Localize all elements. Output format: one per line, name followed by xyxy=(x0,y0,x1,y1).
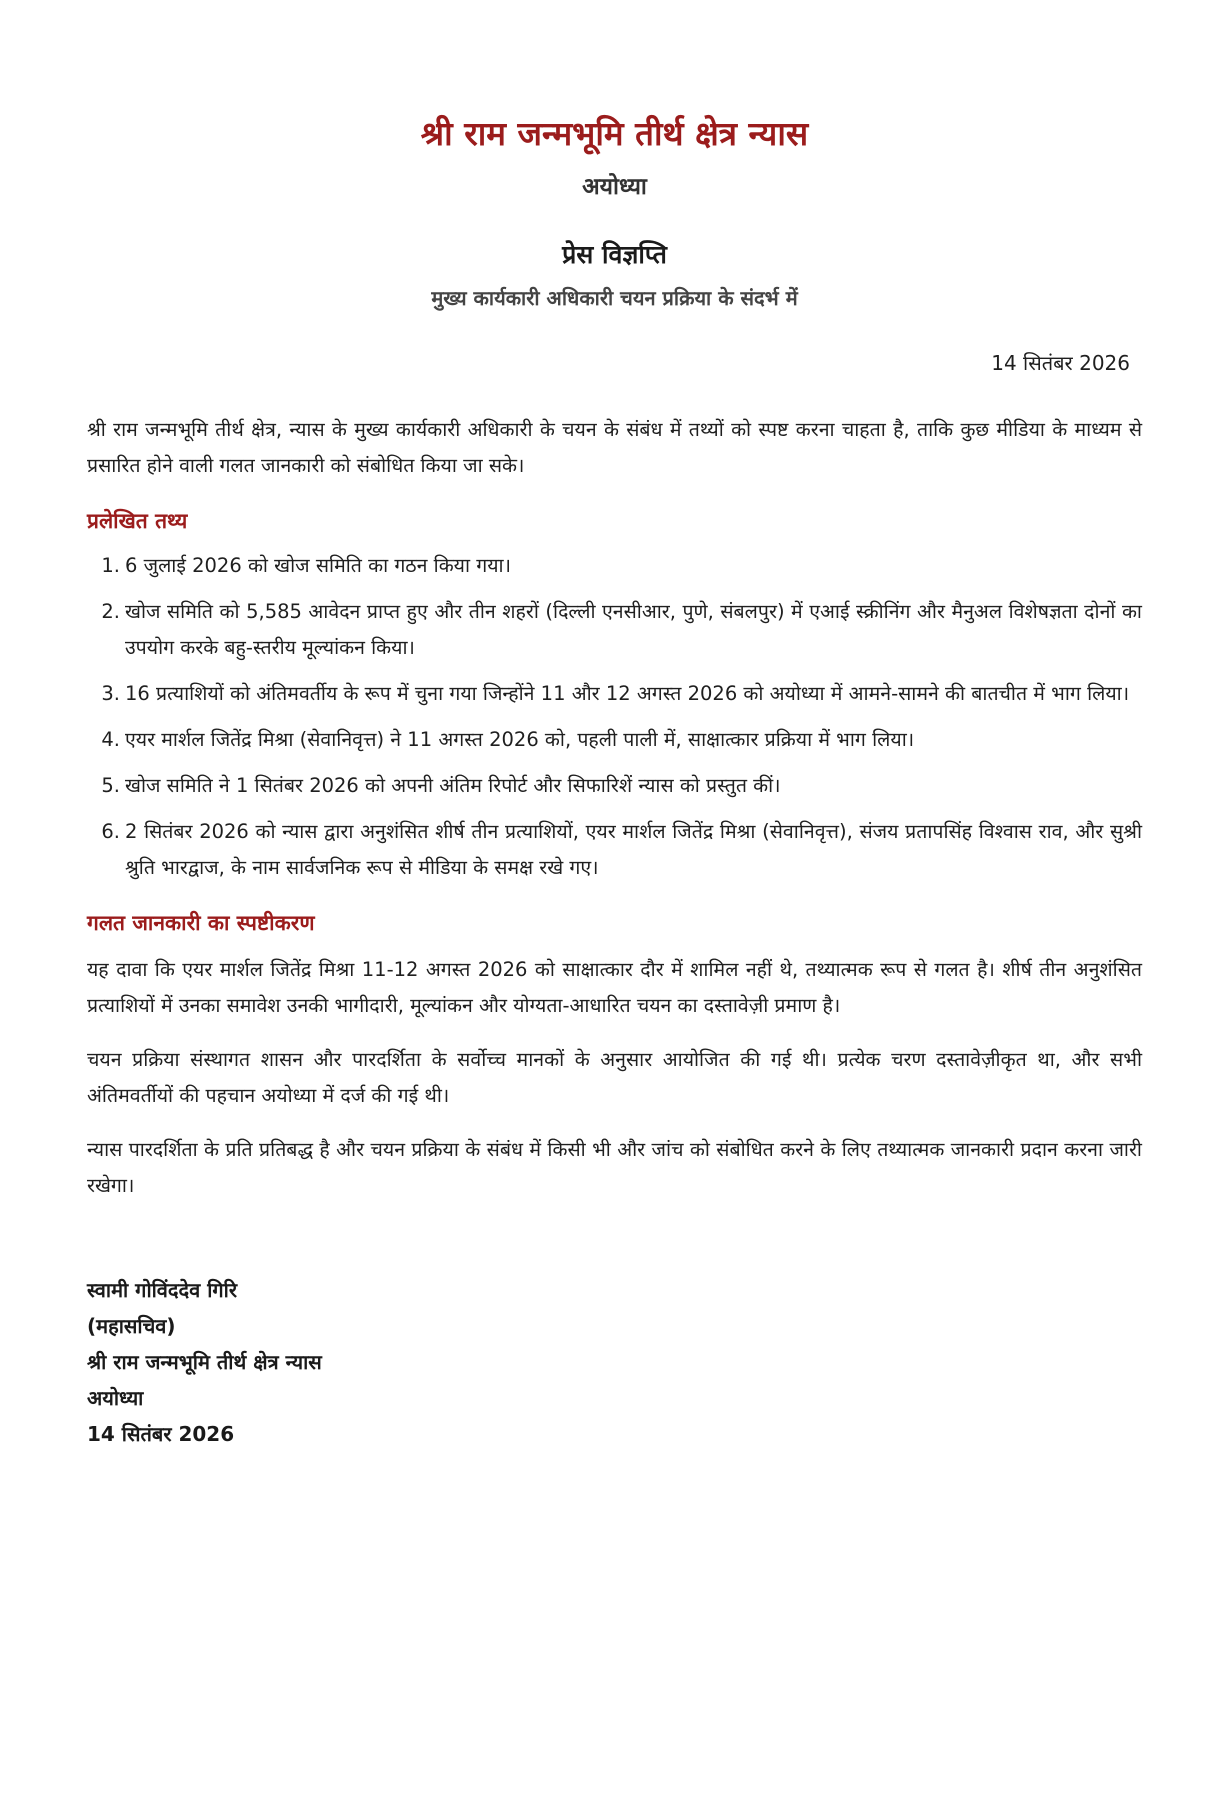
press-release-subtitle: मुख्य कार्यकारी अधिकारी चयन प्रक्रिया के संदर्भ में xyxy=(431,286,798,310)
clarification-paragraph: चयन प्रक्रिया संस्थागत शासन और पारदर्शिता के सर्वोच्च मानकों के अनुसार आयोजित की गई थी। प्रत्येक चरण दस्तावेज़ीकृत था, और सभी अंतिमवर्तीयों की पहचान अयोध्या में दर्ज की गई थी। xyxy=(87,1048,1142,1107)
signatory-name: स्वामी गोविंददेव गिरि xyxy=(87,1278,238,1302)
fact-text: 6 जुलाई 2026 को खोज समिति का गठन किया गया। xyxy=(125,554,511,577)
fact-text: एयर मार्शल जितेंद्र मिश्रा (सेवानिवृत्त) ने 11 अगस्त 2026 को, पहली पाली में, साक्षात्कार प्रक्रिया में भाग लिया। xyxy=(125,728,915,751)
signatory-designation: (महासचिव) xyxy=(87,1314,176,1338)
fact-text: खोज समिति को 5,585 आवेदन प्राप्त हुए और तीन शहरों (दिल्ली एनसीआर, पुणे, संबलपुर) में एआई स्क्रीनिंग और मैनुअल विशेषज्ञता दोनों का उपयोग करके बहु-स्तरीय मूल्यांकन किया। xyxy=(125,600,1142,659)
clarification-heading: गलत जानकारी का स्पष्टीकरण xyxy=(87,911,315,935)
fact-number: 6. xyxy=(101,820,120,843)
org-city: अयोध्या xyxy=(582,174,647,200)
fact-item xyxy=(87,768,1142,804)
fact-text: खोज समिति ने 1 सितंबर 2026 को अपनी अंतिम रिपोर्ट और सिफारिशें न्यास को प्रस्तुत कीं। xyxy=(125,774,781,797)
org-title: श्री राम जन्मभूमि तीर्थ क्षेत्र न्यास xyxy=(420,114,809,153)
fact-item xyxy=(87,548,1142,584)
clarification-paragraph: न्यास पारदर्शिता के प्रति प्रतिबद्ध है और चयन प्रक्रिया के संबंध में किसी भी और जांच को संबोधित करने के लिए तथ्यात्मक जानकारी प्रदान करना जारी रखेगा। xyxy=(87,1138,1142,1197)
press-release-title: प्रेस विज्ञप्ति xyxy=(562,240,667,269)
release-date: 14 सितंबर 2026 xyxy=(991,351,1130,375)
fact-number: 3. xyxy=(101,682,120,705)
letterhead xyxy=(87,0,1142,312)
fact-text: 16 प्रत्याशियों को अंतिमवर्तीय के रूप में चुना गया जिन्होंने 11 और 12 अगस्त 2026 को अयोध्या में आमने-सामने की बातचीत में भाग लिया। xyxy=(125,682,1130,705)
facts-list xyxy=(87,548,1142,886)
fact-item xyxy=(87,594,1142,666)
fact-item xyxy=(87,676,1142,712)
clarification-paragraph: यह दावा कि एयर मार्शल जितेंद्र मिश्रा 11-12 अगस्त 2026 को साक्षात्कार दौर में शामिल नहीं थे, तथ्यात्मक रूप से गलत है। शीर्ष तीन अनुशंसित प्रत्याशियों में उनका समावेश उनकी भागीदारी, मूल्यांकन और योग्यता-आधारित चयन का दस्तावेज़ी प्रमाण है। xyxy=(87,958,1142,1017)
signatory-city: अयोध्या xyxy=(87,1386,144,1410)
fact-number: 1. xyxy=(101,554,120,577)
fact-item xyxy=(87,722,1142,758)
intro-paragraph: श्री राम जन्मभूमि तीर्थ क्षेत्र, न्यास के मुख्य कार्यकारी अधिकारी के चयन के संबंध में तथ्यों को स्पष्ट करना चाहता है, ताकि कुछ मीडिया के माध्यम से प्रसारित होने वाली गलत जानकारी को संबोधित किया जा सके। xyxy=(87,418,1143,477)
fact-number: 5. xyxy=(101,774,120,797)
fact-item xyxy=(87,814,1142,886)
signature-date: 14 सितंबर 2026 xyxy=(87,1422,235,1446)
fact-text: 2 सितंबर 2026 को न्यास द्वारा अनुशंसित शीर्ष तीन प्रत्याशियों, एयर मार्शल जितेंद्र मिश्रा (सेवानिवृत्त), संजय प्रतापसिंह विश्वास राव, और सुश्री श्रुति भारद्वाज, के नाम सार्वजनिक रूप से मीडिया के समक्ष रखे गए। xyxy=(125,820,1142,879)
fact-number: 2. xyxy=(101,600,120,623)
signature-block xyxy=(87,1272,1142,1452)
facts-heading: प्रलेखित तथ्य xyxy=(87,509,188,533)
fact-number: 4. xyxy=(101,728,120,751)
signatory-org: श्री राम जन्मभूमि तीर्थ क्षेत्र न्यास xyxy=(87,1350,322,1374)
